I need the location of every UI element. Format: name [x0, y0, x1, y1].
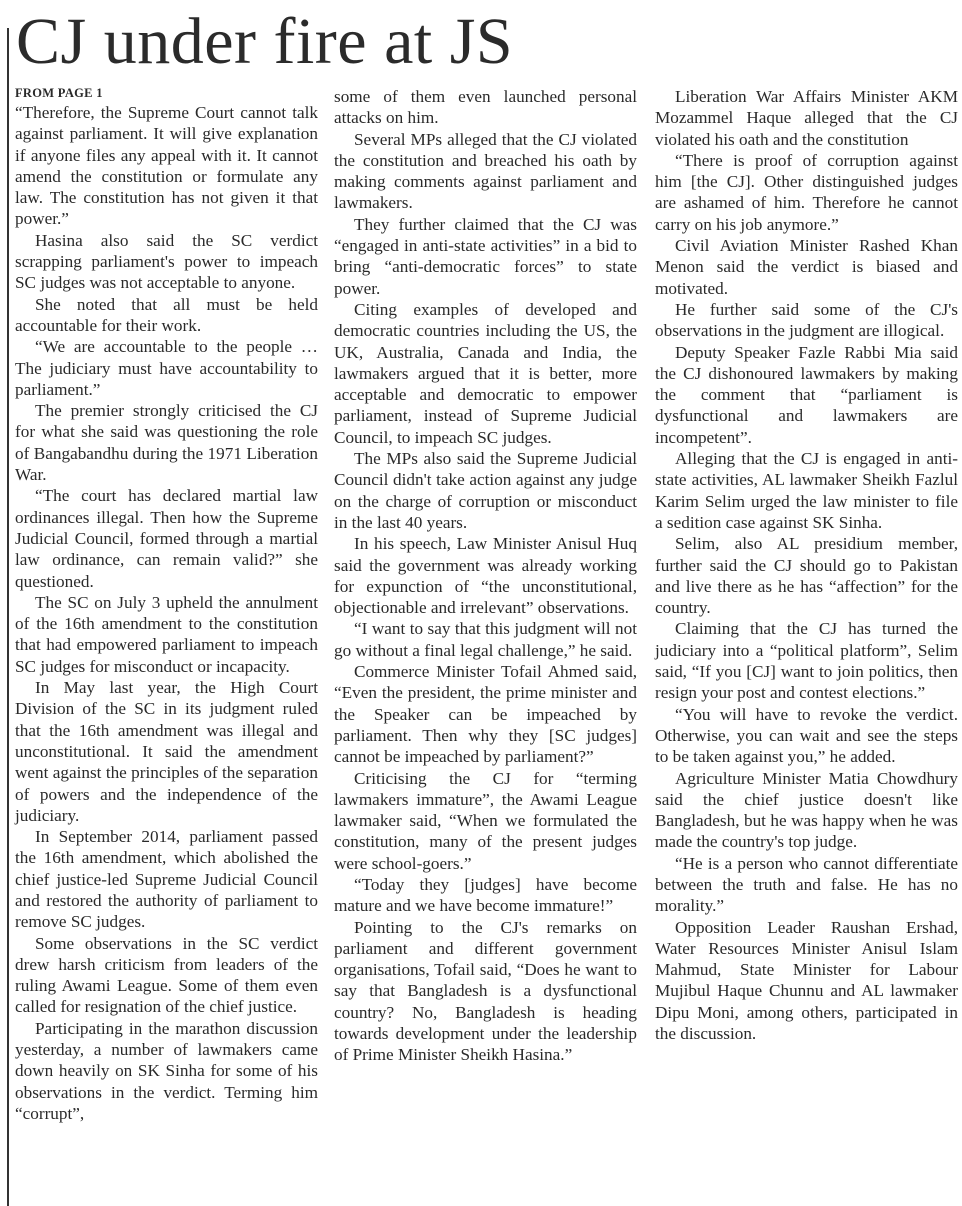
article-paragraph: Alleging that the CJ is engaged in anti-state activities, AL lawmaker Sheikh Fazlul Karim Selim urged the law minister to file a sedition case against SK Sinha.	[655, 449, 958, 532]
article-paragraph: The premier strongly criticised the CJ for what she said was questioning the role of Bangabandhu during the 1971 Liberation War.	[15, 401, 318, 485]
article-paragraph: In his speech, Law Minister Anisul Huq said the government was already working for expunction of “the unconstitutional, objectionable and irrelevant” observations.	[334, 534, 637, 618]
article-paragraph: some of them even launched personal attacks on him.	[334, 87, 637, 128]
headline: CJ under fire at JS	[16, 5, 514, 78]
article-paragraph: Criticising the CJ for “terming lawmakers immature”, the Awami League lawmaker said, “When we formulated the constitution, many of the present judges were school-goers.”	[334, 768, 637, 873]
article-paragraph: Participating in the marathon discussion yesterday, a number of lawmakers came down heavily on SK Sinha for some of his observations in the verdict. Terming him “corrupt”,	[15, 1018, 318, 1123]
article-paragraph: Several MPs alleged that the CJ violated the constitution and breached his oath by making comments against parliament and lawmakers.	[334, 129, 637, 213]
article-paragraph: “The court has declared martial law ordinances illegal. Then how the Supreme Judicial Council, formed through a martial law ordinance, can remain valid?” she questioned.	[15, 486, 318, 591]
article-column-3	[655, 86, 958, 1044]
article-paragraph: The MPs also said the Supreme Judicial Council didn't take action against any judge on the charge of corruption or misconduct in the last 40 years.	[334, 449, 637, 532]
article-paragraph: She noted that all must be held accountable for their work.	[15, 294, 318, 335]
article-paragraph: Opposition Leader Raushan Ershad, Water Resources Minister Anisul Islam Mahmud, State Minister for Labour Mujibul Haque Chunnu and AL lawmaker Dipu Moni, among others, participated in the discussion.	[655, 917, 958, 1044]
article-paragraph: “He is a person who cannot differentiate between the truth and false. He has no morality.”	[655, 853, 958, 916]
article-paragraph: Selim, also AL presidium member, further said the CJ should go to Pakistan and live there as he has “affection” for the country.	[655, 534, 958, 618]
article-column-1	[15, 86, 318, 1124]
article-paragraph: “There is proof of corruption against him [the CJ]. Other distinguished judges are ashamed of him. Therefore he cannot carry on his job anymore.”	[655, 150, 958, 234]
article-paragraph: “Today they [judges] have become mature and we have become immature!”	[334, 874, 637, 916]
left-column-rule	[7, 28, 9, 1206]
article-paragraph: Liberation War Affairs Minister AKM Mozammel Haque alleged that the CJ violated his oath and the constitution	[655, 87, 958, 149]
article-column-2	[334, 86, 637, 1066]
article-paragraph: Agriculture Minister Matia Chowdhury said the chief justice doesn't like Bangladesh, but he was happy when he was made the country's top judge.	[655, 768, 958, 852]
article-paragraph: Hasina also said the SC verdict scrapping parliament's power to impeach SC judges was not acceptable to anyone.	[15, 230, 318, 293]
article-paragraph: In May last year, the High Court Division of the SC in its judgment ruled that the 16th amendment was illegal and unconstitutional. It said the amendment went against the principles of the separation of powers and the independence of the judiciary.	[15, 678, 318, 825]
article-paragraph: “Therefore, the Supreme Court cannot talk against parliament. It will give explanation if anyone files any appeal with it. It cannot amend the constitution or formulate any law. The constitution has not given it that power.”	[15, 103, 318, 229]
article-paragraph: Pointing to the CJ's remarks on parliament and different government organisations, Tofail said, “Does he want to say that Bangladesh is a dysfunctional country? No, Bangladesh is heading towards development under the leadership of Prime Minister Sheikh Hasina.”	[334, 917, 637, 1065]
article-paragraph: He further said some of the CJ's observations in the judgment are illogical.	[655, 299, 958, 341]
article-paragraph: “You will have to revoke the verdict. Otherwise, you can wait and see the steps to be taken against you,” he added.	[655, 704, 958, 767]
article-paragraph: Claiming that the CJ has turned the judiciary into a “political platform”, Selim said, “If you [CJ] want to join politics, then resign your post and contest elections.”	[655, 619, 958, 703]
article-paragraph: Civil Aviation Minister Rashed Khan Menon said the verdict is biased and motivated.	[655, 236, 958, 298]
article-paragraph: The SC on July 3 upheld the annulment of the 16th amendment to the constitution that had empowered parliament to impeach SC judges for misconduct or incapacity.	[15, 592, 318, 676]
continuation-kicker: FROM PAGE 1	[15, 86, 103, 100]
article-paragraph: “We are accountable to the people … The judiciary must have accountability to parliament.”	[15, 337, 318, 399]
article-paragraph: They further claimed that the CJ was “engaged in anti-state activities” in a bid to bring “anti-democratic forces” to state power.	[334, 214, 637, 298]
article-paragraph: Citing examples of developed and democratic countries including the US, the UK, Australia, Canada and India, the lawmakers argued that it is better, more acceptable and democratic to empower parliament, instead of Supreme Judicial Council, to impeach SC judges.	[334, 299, 637, 447]
article-paragraph: Commerce Minister Tofail Ahmed said, “Even the president, the prime minister and the Speaker can be impeached by parliament. Then why they [SC judges] cannot be impeached by parliament?”	[334, 662, 637, 767]
article-paragraph: “I want to say that this judgment will not go without a final legal challenge,” he said.	[334, 619, 637, 660]
article-paragraph: Deputy Speaker Fazle Rabbi Mia said the CJ dishonoured lawmakers by making the comment that “parliament is dysfunctional and lawmakers are incompetent”.	[655, 342, 958, 447]
article-paragraph: In September 2014, parliament passed the 16th amendment, which abolished the chief justice-led Supreme Judicial Council and restored the authority of parliament to remove SC judges.	[15, 827, 318, 932]
article-paragraph: Some observations in the SC verdict drew harsh criticism from leaders of the ruling Awami League. Some of them even called for resignation of the chief justice.	[15, 933, 318, 1017]
